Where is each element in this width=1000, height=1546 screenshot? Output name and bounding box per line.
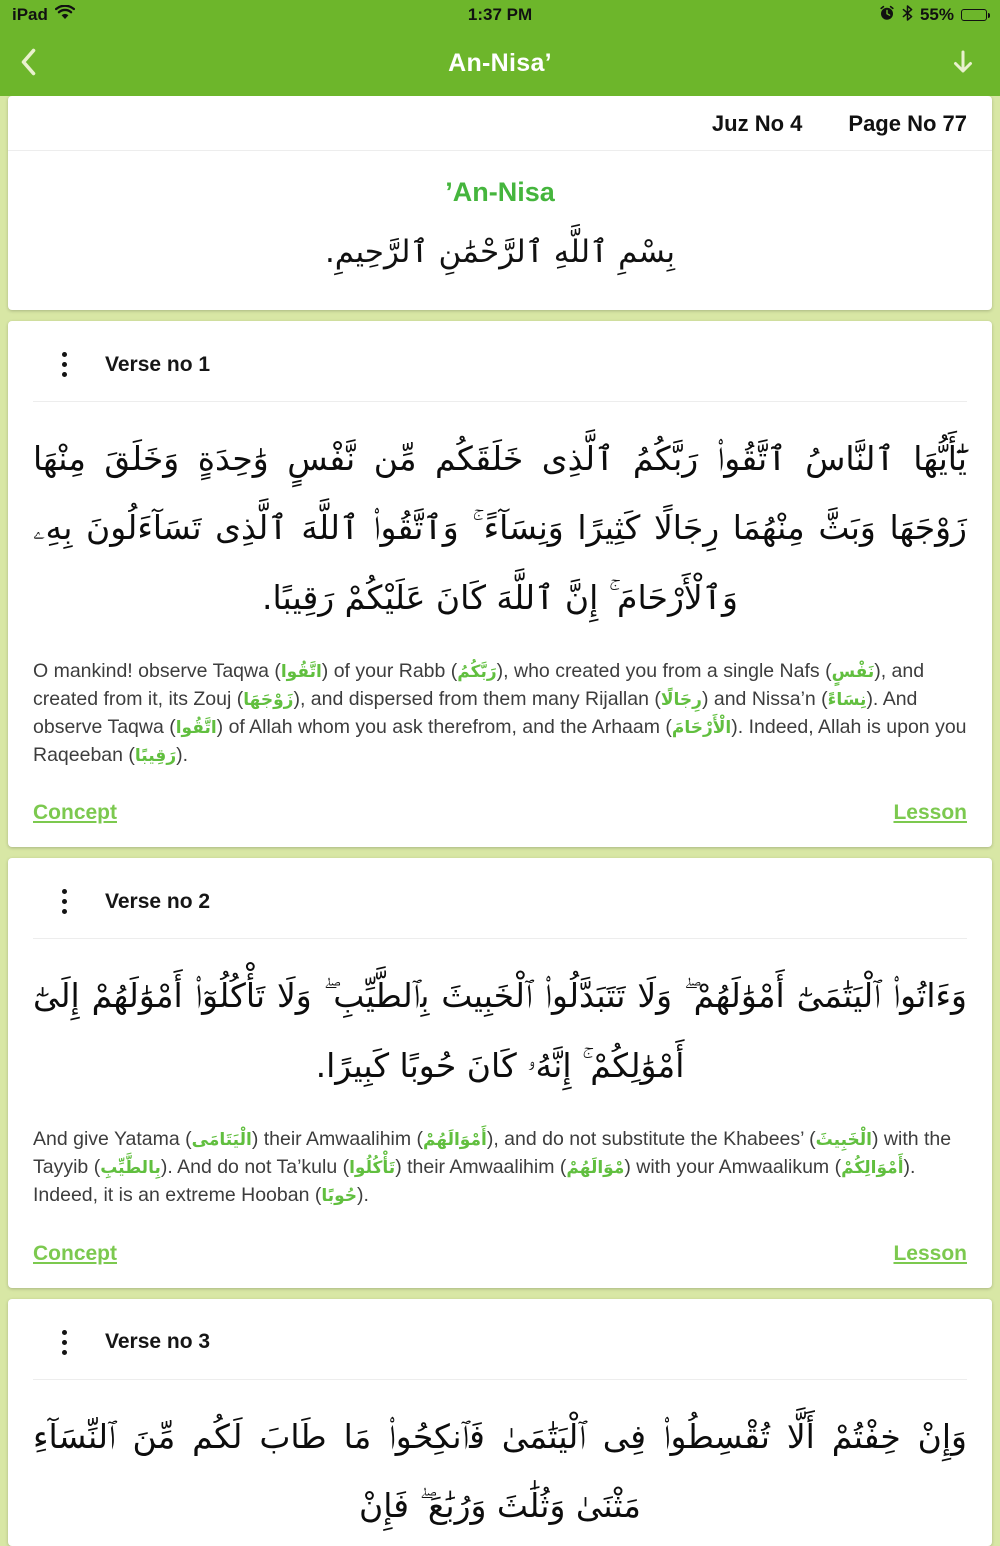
verse-card-2 [8, 858, 992, 1287]
battery-percent-label: 55% [919, 5, 954, 24]
kebab-menu-icon[interactable] [58, 348, 71, 381]
verse-links-row [8, 1214, 992, 1288]
juz-page-row [8, 96, 992, 151]
surah-title: ’An-Nisa [445, 177, 555, 207]
nav-bar [0, 30, 1000, 96]
verse-card-3 [8, 1299, 992, 1546]
verse-translation: And give Yatama (الْيَتَامَى) their Amwaalihim (أَمْوَالَهُمْ), and do not substitute the Khabees’ (الْخَبِيثَ) with the Tayyib (بِالطَّيِّبِ). And do not Ta’kulu (تَأْكُلُوا) their Amwaalihim (مْوَالَهُمْ) with your Amwaalikum (أَمْوَالِكُمْ). Indeed, it is an extreme Hooban (حُوبًا). [33, 1127, 952, 1206]
verse-links-row [8, 773, 992, 847]
chevron-left-icon [20, 64, 36, 79]
page-content [0, 96, 1000, 1546]
clock-label: 1:37 PM [467, 5, 533, 24]
verse-card-1 [8, 321, 992, 847]
concept-link[interactable]: Concept [33, 1241, 117, 1265]
nav-title: An-Nisa’ [448, 48, 552, 77]
lesson-link[interactable]: Lesson [893, 1241, 967, 1265]
back-button[interactable] [0, 42, 46, 85]
status-bar [0, 0, 1000, 30]
verse-label: Verse no 3 [105, 1330, 211, 1354]
kebab-menu-icon[interactable] [58, 885, 71, 918]
scroll-down-button[interactable] [940, 43, 1000, 84]
juz-label: Juz No 4 [711, 111, 803, 136]
verse-label: Verse no 2 [105, 889, 211, 913]
verse-arabic-text: وَإِنْ خِفْتُمْ أَلَّا تُقْسِطُوا۟ فِى ٱلْيَتَٰمَىٰ فَٱنكِحُوا۟ مَا طَابَ لَكُم مِّنَ ٱلنِّسَآءِ مَثْنَىٰ وَثُلَٰثَ وَرُبَٰعَ ۖ فَإِنْ [33, 1416, 967, 1525]
verse-arabic-text: يَٰٓأَيُّهَا ٱلنَّاسُ ٱتَّقُوا۟ رَبَّكُمُ ٱلَّذِى خَلَقَكُم مِّن نَّفْسٍ وَٰحِدَةٍ وَخَلَقَ مِنْهَا زَوْجَهَا وَبَثَّ مِنْهُمَا رِجَالًا كَثِيرًا وَنِسَآءً ۚ وَٱتَّقُوا۟ ٱللَّهَ ٱلَّذِى تَسَآءَلُونَ بِهِۦ وَٱلْأَرْحَامَ ۚ إِنَّ ٱللَّهَ كَانَ عَلَيْكُمْ رَقِيبًا. [33, 439, 967, 617]
bismillah-text: بِسْمِ ٱللَّهِ ٱلرَّحْمَٰنِ ٱلرَّحِيمِ. [324, 234, 676, 270]
verse-header [8, 321, 992, 401]
carrier-label: iPad [12, 5, 48, 24]
surah-header-card [8, 96, 992, 310]
page-label: Page No 77 [848, 111, 967, 136]
lesson-link[interactable]: Lesson [893, 801, 967, 825]
verse-label: Verse no 1 [105, 352, 211, 376]
verse-header [8, 858, 992, 938]
kebab-menu-icon[interactable] [58, 1326, 71, 1359]
verse-translation: O mankind! observe Taqwa (اتَّقُوا) of your Rabb (رَبَّكُمُ), who created you from a single Nafs (نَفْسٍ), and created from it, its Zouj (زَوْجَهَا), and dispersed from them many Rijallan (رِجَالًا) and Nissa’n (نِسَاءً). And observe Taqwa (اتَّقُوا) of Allah whom you ask therefrom, and the Arhaam (الْأَرْحَامَ). Indeed, Allah is upon you Raqeeban (رَقِيبًا). [33, 659, 967, 766]
concept-link[interactable]: Concept [33, 801, 117, 825]
verse-arabic-text: وَءَاتُوا۟ ٱلْيَتَٰمَىٰٓ أَمْوَٰلَهُمْ ۖ وَلَا تَتَبَدَّلُوا۟ ٱلْخَبِيثَ بِٱلطَّيِّبِ ۖ وَلَا تَأْكُلُوٓا۟ أَمْوَٰلَهُمْ إِلَىٰٓ أَمْوَٰلِكُمْ ۚ إِنَّهُۥ كَانَ حُوبًا كَبِيرًا. [33, 976, 967, 1085]
verse-header [8, 1299, 992, 1379]
down-arrow-icon [950, 63, 976, 78]
